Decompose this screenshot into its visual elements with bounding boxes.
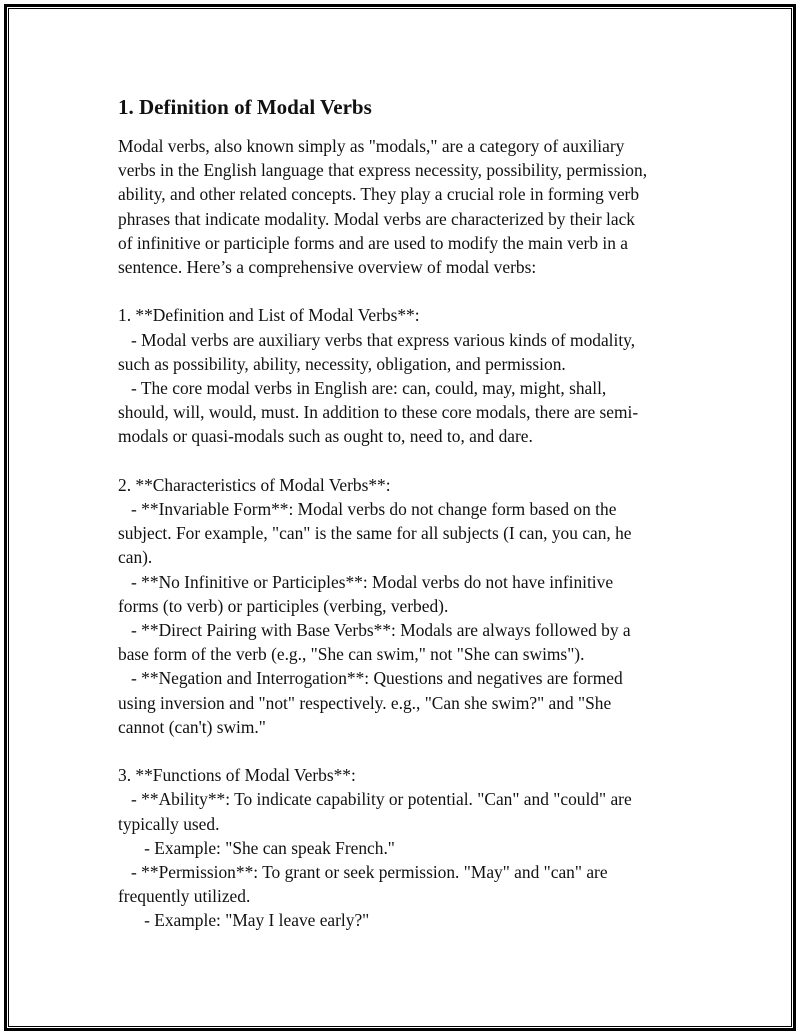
text-line: - **Ability**: To indicate capability or potential. "Can" and "could" are	[118, 789, 632, 810]
text-line: frequently utilized.	[118, 886, 251, 907]
text-line: - **Negation and Interrogation**: Questions and negatives are formed	[118, 668, 623, 689]
text-line: - **Invariable Form**: Modal verbs do not change form based on the	[118, 499, 617, 520]
text-line: ability, and other related concepts. They play a crucial role in forming verb	[118, 184, 640, 205]
text-line: such as possibility, ability, necessity, obligation, and permission.	[118, 353, 566, 374]
text-line: can).	[118, 547, 153, 568]
blank-line	[118, 739, 688, 763]
document-text	[118, 134, 688, 933]
section-heading: 1. Definition of Modal Verbs	[118, 95, 372, 119]
text-line: - Example: "May I leave early?"	[118, 910, 370, 931]
text-line: sentence. Here’s a comprehensive overview of modal verbs:	[118, 257, 537, 278]
text-line: of infinitive or participle forms and are used to modify the main verb in a	[118, 232, 628, 253]
text-line: - **No Infinitive or Participles**: Modal verbs do not have infinitive	[118, 571, 614, 592]
text-line: modals or quasi-modals such as ought to, need to, and dare.	[118, 426, 533, 447]
text-line: phrases that indicate modality. Modal verbs are characterized by their lack	[118, 208, 635, 229]
blank-line	[118, 279, 688, 303]
text-line: base form of the verb (e.g., "She can swim," not "She can swims").	[118, 644, 585, 665]
text-line: using inversion and "not" respectively. e.g., "Can she swim?" and "She	[118, 692, 612, 713]
text-line: 2. **Characteristics of Modal Verbs**:	[118, 474, 391, 495]
text-line: - Example: "She can speak French."	[118, 837, 395, 858]
text-line: typically used.	[118, 813, 220, 834]
text-line: subject. For example, "can" is the same for all subjects (I can, you can, he	[118, 523, 632, 544]
text-line: Modal verbs, also known simply as "modals," are a category of auxiliary	[118, 136, 625, 156]
blank-line	[118, 449, 688, 473]
text-line: forms (to verb) or participles (verbing, verbed).	[118, 595, 449, 616]
text-line: 1. **Definition and List of Modal Verbs**:	[118, 305, 420, 326]
text-line: should, will, would, must. In addition to these core modals, there are semi-	[118, 402, 639, 423]
text-line: - **Permission**: To grant or seek permission. "May" and "can" are	[118, 862, 608, 883]
text-line: verbs in the English language that express necessity, possibility, permission,	[118, 160, 648, 181]
text-line: - Modal verbs are auxiliary verbs that express various kinds of modality,	[118, 329, 636, 350]
text-line: - The core modal verbs in English are: can, could, may, might, shall,	[118, 378, 607, 399]
text-line: - **Direct Pairing with Base Verbs**: Modals are always followed by a	[118, 620, 631, 641]
text-line: 3. **Functions of Modal Verbs**:	[118, 765, 356, 786]
document-body	[118, 92, 688, 933]
text-line: cannot (can't) swim."	[118, 716, 266, 737]
